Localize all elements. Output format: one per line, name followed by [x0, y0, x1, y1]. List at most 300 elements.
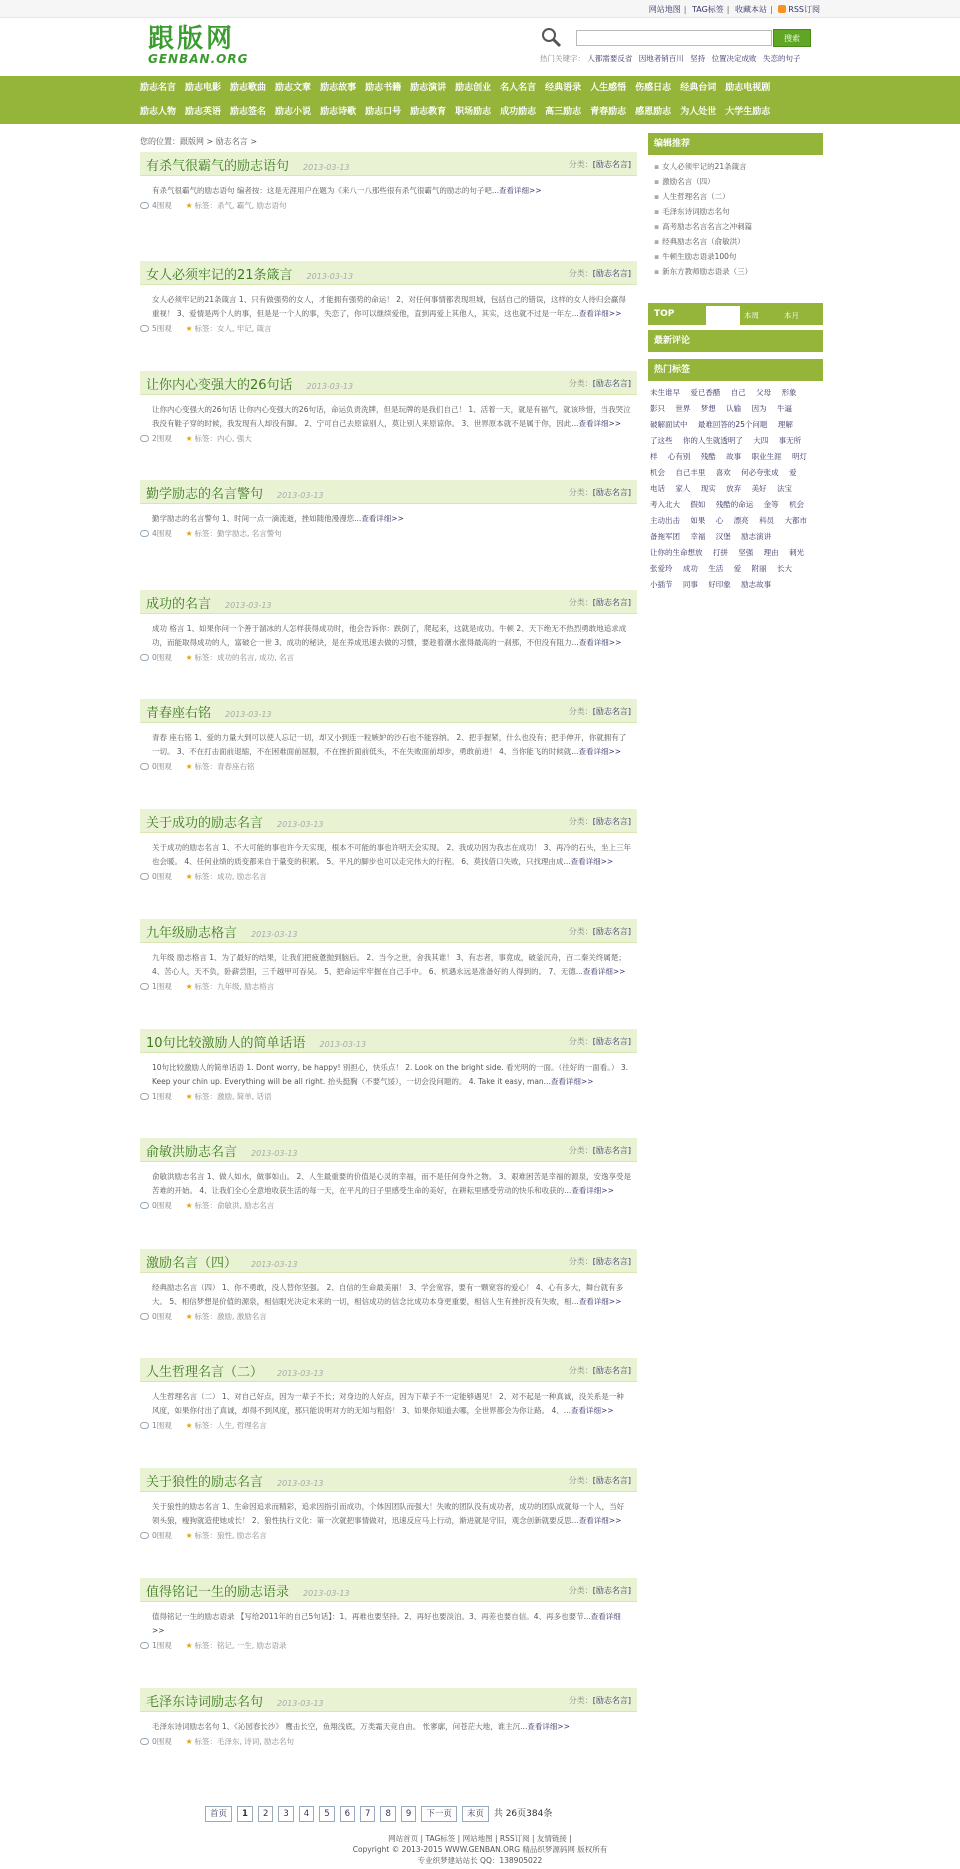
- post-excerpt-text: 勤学励志的名言警句 1、时间一点一滴流逝，挫如随他漫漫您...: [152, 514, 362, 523]
- nav-item[interactable]: 大学生励志: [725, 107, 771, 117]
- tag-link[interactable]: 自己: [730, 388, 746, 397]
- hot-key[interactable]: 人都需要反省: [587, 54, 633, 63]
- post-category: [569, 706, 631, 717]
- tag-link[interactable]: 何必夸张成: [741, 468, 779, 477]
- tag-link[interactable]: 认输: [726, 404, 742, 413]
- post-meta: [140, 321, 637, 335]
- post-views: 0围观: [152, 653, 172, 662]
- tag-link[interactable]: 世界: [675, 404, 691, 413]
- category-link[interactable]: [励志名言]: [592, 269, 631, 278]
- post-title[interactable]: [146, 374, 353, 393]
- nav-item[interactable]: 励志书籍: [365, 83, 402, 93]
- tag-link[interactable]: 漂亮: [733, 516, 749, 525]
- tag-star-icon: ★: [185, 1641, 193, 1650]
- hot-key[interactable]: 因地者销百川: [638, 54, 684, 63]
- tag-link[interactable]: 你的人生就透明了: [682, 436, 743, 445]
- post-date: 2013-03-13: [303, 1589, 350, 1598]
- tag-link[interactable]: 机会: [789, 500, 805, 509]
- category-link[interactable]: [励志名言]: [592, 488, 631, 497]
- post-views: 5围观: [152, 324, 172, 333]
- post-excerpt: [140, 176, 637, 198]
- page-link[interactable]: 末页: [462, 1806, 489, 1822]
- footer-copyright: Copyright © 2013-2015 WWW.GENBAN.ORG 精品织梦源码网 版权所有: [352, 1845, 608, 1854]
- tag-link[interactable]: 励志故事: [741, 580, 772, 589]
- post-title[interactable]: [146, 702, 272, 721]
- tag-link[interactable]: 职业生涯: [751, 452, 782, 461]
- comments-header: 最新评论: [648, 330, 823, 352]
- sitemap-link[interactable]: 网站地图: [648, 5, 681, 14]
- category-link[interactable]: [励志名言]: [592, 160, 631, 169]
- rss-link[interactable]: RSS订阅: [788, 5, 820, 14]
- page-link[interactable]: 8: [380, 1806, 395, 1822]
- nav-item[interactable]: 伤感日志: [635, 83, 672, 93]
- read-more-link[interactable]: 查看详细>>: [578, 747, 622, 756]
- post-header: [140, 699, 637, 723]
- page-link[interactable]: 5: [319, 1806, 334, 1822]
- tag-link[interactable]: 大四: [753, 436, 769, 445]
- post-title[interactable]: [146, 1691, 324, 1710]
- post-tags[interactable]: 标签：激励, 简单, 话语: [194, 1092, 272, 1101]
- page-link[interactable]: 9: [401, 1806, 416, 1822]
- nav-item[interactable]: 励志文章: [275, 83, 312, 93]
- post-date: 2013-03-13: [319, 1040, 367, 1049]
- post-views: 4围观: [152, 201, 172, 210]
- category-link[interactable]: [励志名言]: [592, 927, 631, 936]
- read-more-link[interactable]: 查看详细>>: [571, 1186, 614, 1195]
- tag-link[interactable]: 破解面试中: [650, 420, 688, 429]
- tag-link[interactable]: 打拼: [712, 548, 728, 557]
- post-title[interactable]: [146, 1581, 350, 1600]
- page-link[interactable]: 6: [340, 1806, 355, 1822]
- category-label: 分类：: [568, 1586, 593, 1595]
- page-link[interactable]: 1: [237, 1806, 253, 1822]
- post-header: [140, 261, 637, 285]
- tag-link[interactable]: 现实: [700, 484, 716, 493]
- post-tags[interactable]: 标签：成功的名言, 成功, 名言: [194, 653, 295, 662]
- post-excerpt: [140, 833, 637, 869]
- nav-item[interactable]: 励志英语: [185, 107, 222, 117]
- tag-link[interactable]: 法宝: [776, 484, 792, 493]
- read-more-link[interactable]: 查看详细>>: [152, 1612, 621, 1635]
- page-link[interactable]: 下一页: [421, 1806, 457, 1822]
- category-link[interactable]: [励志名言]: [592, 598, 631, 607]
- tag-link[interactable]: 放弃: [726, 484, 742, 493]
- hot-keywords: [540, 53, 804, 64]
- category-link[interactable]: [励志名言]: [592, 1476, 631, 1485]
- post-tags[interactable]: 标签：九年级, 励志格言: [194, 982, 275, 991]
- post-item: [140, 480, 637, 540]
- post-item: [140, 699, 637, 773]
- tag-star-icon: ★: [185, 1421, 193, 1430]
- category-label: 分类：: [568, 1257, 593, 1266]
- read-more-link[interactable]: 查看详细>>: [578, 1297, 622, 1306]
- tag-link[interactable]: 成功: [682, 564, 698, 573]
- read-more-link[interactable]: 查看详细>>: [570, 857, 614, 866]
- post-item: [140, 1468, 637, 1542]
- post-excerpt-text: 让你内心变强大的26句话 让你内心变强大的26句话，命运负责洗牌，但是玩牌的是我们自己！ 1、活着一天，就是有福气，就该珍惜，当我哭泣我没有鞋子穿的时候，我发现有人却没有脚。 2、宁可自己去原谅别人，莫让别人来原谅你。 3、世界原本就不是属于你，因此...: [152, 405, 631, 428]
- post-title[interactable]: [146, 812, 324, 831]
- post-header: [140, 1138, 637, 1162]
- post-title-text[interactable]: 激励名言（四）: [146, 1256, 238, 1271]
- category-label: 分类：: [568, 160, 593, 169]
- tag-link[interactable]: 故事: [726, 452, 742, 461]
- nav-item[interactable]: 励志创业: [455, 83, 492, 93]
- nav-item[interactable]: 为人处世: [680, 107, 717, 117]
- tag-link[interactable]: 心有别: [667, 452, 691, 461]
- post-excerpt-text: 青春 座右铭 1、爱的力量大到可以使人忘记一切，却又小到连一粒嫉妒的沙石也不能容纳。 2、把手握紧，什么也没有；把手伸开，你就拥有了一切。 3、不在打击面前退缩，不在困难面前屈服，不在挫折面前低头，不在失败面前却步，勇敢前进！ 4、当你能飞的时候就...: [152, 733, 627, 756]
- tag-link[interactable]: 汉堡: [715, 532, 731, 541]
- read-more-link[interactable]: 查看详细>>: [570, 1406, 614, 1415]
- search-icon: [540, 26, 562, 48]
- tag-link[interactable]: 父母: [756, 388, 772, 397]
- post-title[interactable]: [146, 264, 353, 283]
- page-link[interactable]: 2: [258, 1806, 273, 1822]
- post-date: 2013-03-13: [277, 491, 324, 500]
- nav-item[interactable]: 励志口号: [365, 107, 402, 117]
- read-more-link[interactable]: 查看详细>>: [550, 1077, 594, 1086]
- post-views: 0围观: [152, 872, 172, 881]
- post-tags[interactable]: 标签：激励, 激励名言: [194, 1312, 267, 1321]
- category-label: 分类：: [568, 1476, 593, 1485]
- tag-link[interactable]: 美好: [751, 484, 767, 493]
- tag-link[interactable]: 假如: [690, 500, 706, 509]
- tag-link[interactable]: 最难回答的25个问题: [697, 420, 768, 429]
- post-header: [140, 809, 637, 833]
- post-excerpt: [140, 395, 637, 431]
- tag-link[interactable]: 梦想: [700, 404, 716, 413]
- tag-link[interactable]: 备拖军团: [650, 532, 680, 541]
- post-title-text[interactable]: 青春座右铭: [146, 706, 212, 721]
- tag-star-icon: ★: [185, 762, 193, 771]
- post-meta: [140, 1734, 637, 1748]
- post-date: 2013-03-13: [277, 820, 324, 829]
- tag-link[interactable]: 让你的生命想放: [650, 548, 703, 557]
- tag-link[interactable]: 因为: [751, 404, 767, 413]
- site-logo[interactable]: [148, 18, 248, 66]
- post-header: [140, 1358, 637, 1382]
- tag-link[interactable]: 考入北大: [650, 500, 680, 509]
- tag-star-icon: ★: [185, 1531, 193, 1540]
- post-title[interactable]: [146, 922, 298, 941]
- views-icon: [140, 763, 149, 770]
- post-tags[interactable]: 标签：内心, 强大: [194, 434, 252, 443]
- views-icon: [140, 435, 149, 442]
- top-links: 网站地图 | TAG标签 | 收藏本站 | RSS订阅: [648, 5, 820, 14]
- post-title[interactable]: [146, 1252, 298, 1271]
- tag-link[interactable]: 自己丰里: [675, 468, 706, 477]
- tag-link[interactable]: 影只: [650, 404, 665, 413]
- post-date: 2013-03-13: [277, 1369, 324, 1378]
- post-excerpt-text: 值得铭记一生的励志语录 【写给2011年的自己5句话】：1、再难也要坚持。2、再好也要淡泊。3、再差也要自信。4、再多也要节...: [152, 1612, 591, 1621]
- tag-link[interactable]: 形象: [781, 388, 797, 397]
- tag-link[interactable]: 科员: [759, 516, 775, 525]
- search-button[interactable]: 搜索: [773, 29, 811, 47]
- nav-item[interactable]: 励志名言: [140, 83, 177, 93]
- read-more-link[interactable]: 查看详细>>: [578, 309, 622, 318]
- post-title-text[interactable]: 毛泽东诗词励志名句: [146, 1695, 264, 1710]
- category-label: 分类：: [568, 1146, 593, 1155]
- category-label: 分类：: [568, 598, 593, 607]
- nav-item[interactable]: 励志签名: [230, 107, 267, 117]
- nav-item[interactable]: 经典台词: [680, 83, 717, 93]
- category-link[interactable]: [励志名言]: [592, 1366, 631, 1375]
- category-link[interactable]: [励志名言]: [592, 817, 631, 826]
- post-category: [569, 378, 631, 389]
- tag-link[interactable]: 理解: [777, 420, 793, 429]
- post-title-text[interactable]: 人生哲理名言（二）: [146, 1365, 264, 1380]
- category-link[interactable]: [励志名言]: [592, 1586, 631, 1595]
- category-link[interactable]: [励志名言]: [592, 1257, 631, 1266]
- tag-link[interactable]: 未生谁早: [650, 388, 680, 397]
- nav-item[interactable]: 励志故事: [320, 83, 357, 93]
- post-header: [140, 1468, 637, 1492]
- recommend-item[interactable]: ▪ 牛顿生励志语录100句: [654, 249, 823, 264]
- post-tags[interactable]: 标签：女人, 牢记, 箴言: [194, 324, 272, 333]
- post-excerpt: [140, 1712, 637, 1734]
- tag-link[interactable]: 同事: [682, 580, 698, 589]
- pagination: [205, 1806, 552, 1822]
- post-tags[interactable]: 标签：狼性, 励志名言: [194, 1531, 267, 1540]
- hot-key[interactable]: 位置决定成败: [711, 54, 757, 63]
- tag-link[interactable]: 家人: [675, 484, 691, 493]
- post-title-text[interactable]: 九年级励志格言: [146, 926, 238, 941]
- nav-item[interactable]: 人生感悟: [590, 83, 627, 93]
- post-title-text[interactable]: 女人必须牢记的21条箴言: [146, 268, 293, 283]
- tag-link[interactable]: 张爱玲: [650, 564, 673, 573]
- tag-star-icon: ★: [185, 529, 193, 538]
- post-date: 2013-03-13: [306, 382, 354, 391]
- tag-link[interactable]: 爱: [733, 564, 742, 573]
- post-title-text[interactable]: 有杀气很霸气的励志语句: [146, 159, 290, 174]
- tag-link[interactable]: 附丽: [751, 564, 767, 573]
- recommend-item[interactable]: ▪ 激励名言（四）: [654, 174, 823, 189]
- post-views: 1围观: [152, 1421, 172, 1430]
- nav-item[interactable]: 励志教育: [410, 107, 447, 117]
- footer: [0, 1833, 960, 1866]
- recommend-item[interactable]: ▪ 女人必须牢记的21条箴言: [654, 159, 823, 174]
- post-tags[interactable]: 标签：毛泽东, 诗词, 励志名句: [194, 1737, 295, 1746]
- tag-star-icon: ★: [185, 201, 193, 210]
- post-tags[interactable]: 标签：青春座右铭: [194, 762, 255, 771]
- tag-link[interactable]: 坚强: [738, 548, 754, 557]
- footer-links[interactable]: 网站首页 | TAG标签 | 网站地图 | RSS订阅 | 友情链接 |: [388, 1834, 572, 1843]
- views-icon: [140, 202, 149, 209]
- recommend-item[interactable]: ▪ 人生哲理名言（二）: [654, 189, 823, 204]
- post-meta: [140, 1089, 637, 1103]
- tag-link[interactable]: 好印象: [708, 580, 731, 589]
- tag-link[interactable]: 爱已香醋: [690, 388, 721, 397]
- tag-link[interactable]: 喜欢: [715, 468, 731, 477]
- tag-link[interactable]: 大都市: [784, 516, 807, 525]
- post-title[interactable]: [146, 1141, 298, 1160]
- views-icon: [140, 325, 149, 332]
- nav-item[interactable]: 高三励志: [545, 107, 582, 117]
- nav-item[interactable]: 励志歌曲: [230, 83, 267, 93]
- read-more-link[interactable]: 查看详细>>: [527, 1722, 570, 1731]
- post-meta: [140, 1418, 637, 1432]
- post-tags[interactable]: 标签：成功, 励志名言: [194, 872, 267, 881]
- tag-link[interactable]: 心: [715, 516, 724, 525]
- tag-link[interactable]: 如果: [690, 516, 706, 525]
- recommend-item[interactable]: ▪ 高考励志名言名言之冲刺篇: [654, 219, 823, 234]
- post-title-text[interactable]: 勤学励志的名言警句: [146, 487, 264, 502]
- nav-item[interactable]: 励志演讲: [410, 83, 447, 93]
- search-input[interactable]: [576, 30, 772, 46]
- views-icon: [140, 1642, 149, 1649]
- nav-item[interactable]: 励志电视剧: [725, 83, 771, 93]
- post-title-text[interactable]: 俞敏洪励志名言: [146, 1145, 238, 1160]
- category-link[interactable]: [励志名言]: [592, 707, 631, 716]
- tag-star-icon: ★: [185, 1092, 193, 1101]
- read-more-link[interactable]: 查看详细>>: [578, 419, 622, 428]
- post-title[interactable]: [146, 593, 272, 612]
- post-meta: [140, 1309, 637, 1323]
- post-category: [569, 268, 631, 279]
- tag-star-icon: ★: [185, 1312, 193, 1321]
- nav-item[interactable]: 成功励志: [500, 107, 537, 117]
- tag-link[interactable]: 牛逼: [776, 404, 792, 413]
- post-excerpt: [140, 1382, 637, 1418]
- top-tab-week[interactable]: 本周: [744, 311, 759, 320]
- tag-link[interactable]: 幸福: [690, 532, 706, 541]
- hot-key[interactable]: 失恋的句子: [762, 54, 801, 63]
- category-label: 分类：: [568, 927, 593, 936]
- nav-item[interactable]: 励志诗歌: [320, 107, 357, 117]
- tag-link[interactable]: 电话: [650, 484, 665, 493]
- category-link[interactable]: [励志名言]: [592, 379, 631, 388]
- nav-item[interactable]: 励志小说: [275, 107, 312, 117]
- post-date: 2013-03-13: [251, 930, 298, 939]
- post-excerpt: [140, 723, 637, 759]
- post-header: [140, 1578, 637, 1602]
- nav-row-2: [140, 100, 779, 124]
- nav-item[interactable]: 职场励志: [455, 107, 492, 117]
- post-tags[interactable]: 标签：俞敏洪, 励志名言: [194, 1201, 275, 1210]
- post-tags[interactable]: 标签：勤学励志, 名言警句: [194, 529, 282, 538]
- post-excerpt-text: 成功 格言 1、如果你问一个善于溜冰的人怎样获得成功时，他会告诉你：跌倒了，爬起来，这就是成功。牛顿 2、天下绝无不热烈勇敢地追求成功，而能取得成功的人，富破仑一世 3、成功的秘诀，是在养成迅速去做的习惯，要趁着潮水涨得最高的一刹那，不但没有阻力...: [152, 624, 627, 647]
- recommend-item[interactable]: ▪ 毛泽东诗词励志名句: [654, 204, 823, 219]
- tag-link[interactable]: 残酷: [700, 452, 716, 461]
- recommend-item[interactable]: ▪ 经典励志名言（俞敏洪）: [654, 234, 823, 249]
- post-excerpt: [140, 1162, 637, 1198]
- post-title-text[interactable]: 关于成功的励志名言: [146, 816, 264, 831]
- tag-link[interactable]: TAG标签: [691, 5, 724, 14]
- nav-item[interactable]: 经典语录: [545, 83, 582, 93]
- read-more-link[interactable]: 查看详细>>: [578, 1516, 622, 1525]
- post-title[interactable]: [146, 483, 324, 502]
- post-title-text[interactable]: 让你内心变强大的26句话: [146, 378, 293, 393]
- nav-row-1: [140, 76, 779, 100]
- nav-item[interactable]: 青春励志: [590, 107, 627, 117]
- tag-link[interactable]: 爱: [789, 468, 797, 477]
- read-more-link[interactable]: 查看详细>>: [578, 638, 622, 647]
- post-title[interactable]: [146, 1471, 324, 1490]
- category-link[interactable]: [励志名言]: [592, 1696, 631, 1705]
- post-meta: [140, 869, 637, 883]
- post-excerpt: [140, 943, 637, 979]
- post-title-text[interactable]: 关于狼性的励志名言: [146, 1475, 264, 1490]
- category-label: 分类：: [568, 379, 593, 388]
- page-link[interactable]: 7: [360, 1806, 375, 1822]
- tag-link[interactable]: 样: [650, 452, 658, 461]
- read-more-link[interactable]: 查看详细>>: [499, 186, 542, 195]
- post-views: 0围观: [152, 1531, 172, 1540]
- page-link[interactable]: 4: [299, 1806, 314, 1822]
- post-header: [140, 1029, 637, 1053]
- page-link[interactable]: 3: [278, 1806, 293, 1822]
- tag-link[interactable]: 长大: [776, 564, 792, 573]
- hot-label: 热门关键字：: [540, 54, 585, 63]
- post-title[interactable]: [146, 1361, 324, 1380]
- tag-link[interactable]: 机会: [650, 468, 665, 477]
- nav-item[interactable]: 名人名言: [500, 83, 537, 93]
- tag-link[interactable]: 刺光: [789, 548, 805, 557]
- post-title-text[interactable]: 10句比较激励人的简单话语: [146, 1036, 306, 1051]
- read-more-link[interactable]: 查看详细>>: [582, 967, 626, 976]
- post-tags[interactable]: 标签：杀气, 霸气, 励志语句: [194, 201, 287, 210]
- category-label: 分类：: [568, 269, 593, 278]
- post-tags[interactable]: 标签：人生, 哲理名言: [194, 1421, 267, 1430]
- post-views: 4围观: [152, 529, 172, 538]
- post-item: [140, 1249, 637, 1323]
- post-views: 0围观: [152, 1312, 172, 1321]
- nav-item[interactable]: 感恩励志: [635, 107, 672, 117]
- tag-link[interactable]: 了这些: [650, 436, 673, 445]
- post-title[interactable]: [146, 155, 350, 174]
- post-date: 2013-03-13: [303, 163, 350, 172]
- post-excerpt: [140, 285, 637, 321]
- page-link[interactable]: 首页: [205, 1806, 232, 1822]
- post-category: [569, 1036, 631, 1047]
- recommend-item[interactable]: ▪ 新东方教师励志语录（三）: [654, 264, 823, 279]
- tag-link[interactable]: 小插节: [650, 580, 673, 589]
- bookmark-link[interactable]: 收藏本站: [735, 5, 768, 14]
- tag-link[interactable]: 金等: [763, 500, 779, 509]
- hot-key[interactable]: 坚持: [690, 54, 706, 63]
- post-category: [569, 1145, 631, 1156]
- category-link[interactable]: [励志名言]: [592, 1037, 631, 1046]
- tag-link[interactable]: 事无所: [778, 436, 802, 445]
- tag-star-icon: ★: [185, 434, 193, 443]
- post-date: 2013-03-13: [277, 1479, 324, 1488]
- read-more-link[interactable]: 查看详细>>: [361, 514, 404, 523]
- tag-cloud: [648, 381, 823, 597]
- category-link[interactable]: [励志名言]: [592, 1146, 631, 1155]
- post-category: [569, 159, 631, 170]
- post-tags[interactable]: 标签：铭记, 一生, 励志语录: [194, 1641, 287, 1650]
- post-title[interactable]: [146, 1032, 366, 1051]
- tag-link[interactable]: 残酷的命运: [715, 500, 754, 509]
- post-title-text[interactable]: 成功的名言: [146, 597, 212, 612]
- category-label: 分类：: [568, 1366, 593, 1375]
- post-title-text[interactable]: 值得铭记一生的励志语录: [146, 1585, 290, 1600]
- nav-item[interactable]: 励志人物: [140, 107, 177, 117]
- post-item: [140, 261, 637, 335]
- top-tab-month[interactable]: 本月: [784, 311, 799, 320]
- tag-link[interactable]: 明灯: [791, 452, 807, 461]
- tag-link[interactable]: 励志演讲: [741, 532, 772, 541]
- category-label: 分类：: [568, 817, 593, 826]
- post-excerpt: [140, 614, 637, 650]
- post-excerpt-text: 俞敏洪励志名言 1、做人如水，做事如山。 2、人生最重要的价值是心灵的幸福，而不是任何身外之物。 3、艰难困苦是幸福的源泉，安逸享受是苦难的开始。 4、让我们全心全意地收获生活的每一天，在平凡的日子里感受生命的美好，在耕耘里感受劳动的快乐和收获的...: [152, 1172, 631, 1195]
- tag-link[interactable]: 主动出击: [650, 516, 680, 525]
- rss-icon: [778, 5, 786, 13]
- nav-item[interactable]: 励志电影: [185, 83, 222, 93]
- views-icon: [140, 1422, 149, 1429]
- tag-link[interactable]: 理由: [763, 548, 779, 557]
- tag-link[interactable]: 生活: [708, 564, 724, 573]
- post-header: [140, 371, 637, 395]
